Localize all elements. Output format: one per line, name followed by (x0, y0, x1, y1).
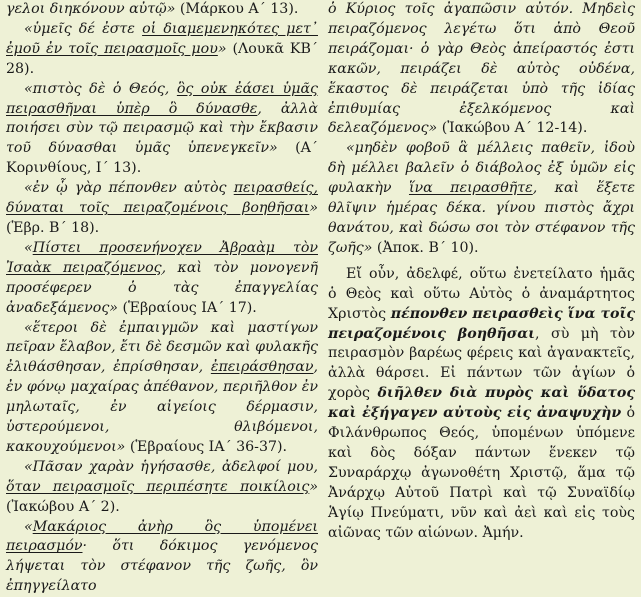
paragraph (6, 518, 318, 597)
paragraph (6, 80, 318, 180)
quote-run: ὁ Κύριος τοῖς ἀγαπῶσιν αὐτόν. Μηδεὶς πειραζόμενος λεγέτω ὅτι ἀπὸ Θεοῦ πειράζομαι· ὁ γὰρ Θεὸς ἀπείραστός ἐστι κακῶν, πειράζει δὲ αὐτὸς οὐδένα, ἕκαστος δὲ πειράζεται ὑπὸ τῆς ἰδίας ἐπιθυμίας ἐξελκόμενος καὶ δελεαζόμενος» (328, 1, 635, 137)
text-run: (Ἰακώβου Α΄ 12-14). (441, 120, 588, 137)
emphasis-run: διῆλθεν διὰ πυρὸς καὶ ὕδατος καὶ ἐξήγαγεν αὐτοὺς εἰς ἀναψυχὴν (328, 385, 635, 422)
quote-run: ἐπειράσθησαν (210, 359, 314, 376)
text-run: (Ἀποκ. Β΄ 10). (376, 239, 479, 256)
paragraph (6, 458, 318, 518)
quote-run: πειρασθείς, δύναται τοῖς πειραζομένοις βοηθῆσαι (6, 180, 318, 217)
quote-run: · ὅτι δόκιμος γενόμενος λήψεται τὸν στέφανον τῆς ζωῆς, ὃν ἐπηγγείλατο (6, 538, 318, 595)
text-run: Εἴ οὖν, ἀδελφέ, οὕτω ἐνετείλατο ἡμᾶς ὁ Θεὸς καὶ οὕτω Αὐτὸς ὁ ἀναμάρτητος Χριστὸς (328, 265, 635, 322)
quote-run: ἵνα πειρασθῆτε (408, 180, 533, 197)
text-run: ὁ Φιλάνθρωπος Θεός, ὑπομένων ὑπόμενε καὶ δὸς δόξαν πάντων ἕνεκεν τῷ Συναράρχῳ ἀγωνοθέτη Χριστῷ, ἅμα τῷ Ἀνάρχῳ Αὐτοῦ Πατρὶ καὶ τῷ Συναϊδίῳ Ἁγίῳ Πνεύματι, νῦν καὶ ἀεὶ καὶ εἰς τοὺς αἰῶνας τῶν αἰώνων. Ἀμήν. (328, 405, 635, 541)
quote-run: » (309, 200, 318, 217)
text-run: , σὺ μὴ τὸν πειρασμὸν βαρέως φέρεις καὶ ἀγανακτεῖς, ἀλλὰ θάρσει. Εἰ πάντων τῶν ἁγίων ὁ χορὸς (328, 325, 635, 402)
quote-run: οἱ διαμεμενηκότες μετ᾿ ἐμοῦ ἐν τοῖς πειρασμοῖς μου (6, 20, 318, 57)
right-column (328, 0, 635, 584)
paragraph (328, 0, 635, 139)
quote-run: «ὑμεῖς δέ ἐστε (24, 20, 143, 37)
paragraph (6, 239, 318, 319)
text-run: (Ἑβρ. Β΄ 18). (6, 219, 100, 236)
quote-run: «ἕτεροι δὲ ἐμπαιγμῶν καὶ μαστίγων πεῖραν ἔλαβον, ἔτι δὲ δεσμῶν καὶ φυλακῆς ἐλιθάσθησαν, ἐπρίσθησαν, (6, 319, 318, 376)
quote-run: «Πᾶσαν χαρὰν ἡγήσασθε, ἀδελφοί μου, (24, 458, 318, 475)
paragraph (328, 139, 635, 258)
text-run: (Α΄ Κορινθίους, Ι΄ 13). (6, 140, 318, 177)
text-run: (Ἰακώβου Α΄ 2). (6, 498, 120, 515)
left-column (6, 0, 319, 595)
quote-run: » (217, 40, 233, 57)
quote-run: « (24, 239, 33, 256)
paragraph (6, 319, 318, 458)
quote-run: , ἀλλὰ ποιήσει σὺν τῷ πειρασμῷ καὶ τὴν ἔκβασιν τοῦ δύνασθαι ὑμᾶς ὑπενεγκεῖν» (6, 100, 319, 157)
quote-run: « (24, 518, 33, 535)
quote-run: , καὶ τὸν μονογενῆ προσέφερεν ὁ τὰς ἐπαγγελίας ἀναδεξάμενος» (6, 259, 318, 316)
text-run: (Μάρκου Α΄ 13). (179, 1, 299, 17)
quote-run: , καὶ ἕξετε θλῖψιν ἡμέρας δέκα. γίνου πιστὸς ἄχρι θανάτου, καὶ δώσω σοι τὸν στέφανον τῆς ζωῆς» (328, 180, 636, 256)
emphasis-run: πέπονθεν πειρασθεὶς ἵνα τοῖς πειραζομένοις βοηθῆσαι (328, 305, 635, 342)
quote-run: ὃς οὐκ ἐάσει ὑμᾶς πειρασθῆναι ὑπὲρ ὃ δύνασθε (6, 80, 318, 117)
paragraph (328, 265, 635, 544)
paragraph (6, 179, 318, 239)
text-run: (Λουκᾶ ΚΒ΄ 28). (6, 40, 318, 77)
text-run: (Ἑβραίους ΙΑ΄ 36-37). (129, 438, 288, 455)
paragraph (6, 0, 318, 20)
paragraph (6, 20, 318, 80)
quote-run: Πίστει προσενήνοχεν Ἀβραὰμ τὸν Ἰσαὰκ πειραζόμενος (6, 239, 318, 276)
text-run: (Ἑβραίους ΙΑ΄ 17). (122, 299, 257, 316)
quote-run: «ἐν ᾧ γὰρ πέπονθεν αὐτὸς (24, 180, 234, 197)
quote-run: ὅταν πειρασμοῖς περιπέσητε ποικίλοις (6, 478, 310, 495)
quote-run: γελοι διηκόνουν αὐτῷ» (6, 1, 180, 17)
quote-run: , ἐν φόνῳ μαχαίρας ἀπέθανον, περιῆλθον ἐν μηλωταῖς, ἐν αἰγείοις δέρμασιν, ὑστερούμενοι, θλιβόμενοι, κακουχούμενοι» (6, 359, 318, 455)
quote-run: Μακάριος ἀνὴρ ὃς ὑπομένει πειρασμόν (6, 518, 318, 555)
quote-run: «πιστὸς δὲ ὁ Θεός, (24, 80, 177, 97)
quote-run: «μηδὲν φοβοῦ ἃ μέλλεις παθεῖν, ἰδοὺ δὴ μέλλει βαλεῖν ὁ διάβολος ἐξ ὑμῶν εἰς φυλακὴν (328, 140, 635, 197)
quote-run: » (309, 478, 318, 495)
